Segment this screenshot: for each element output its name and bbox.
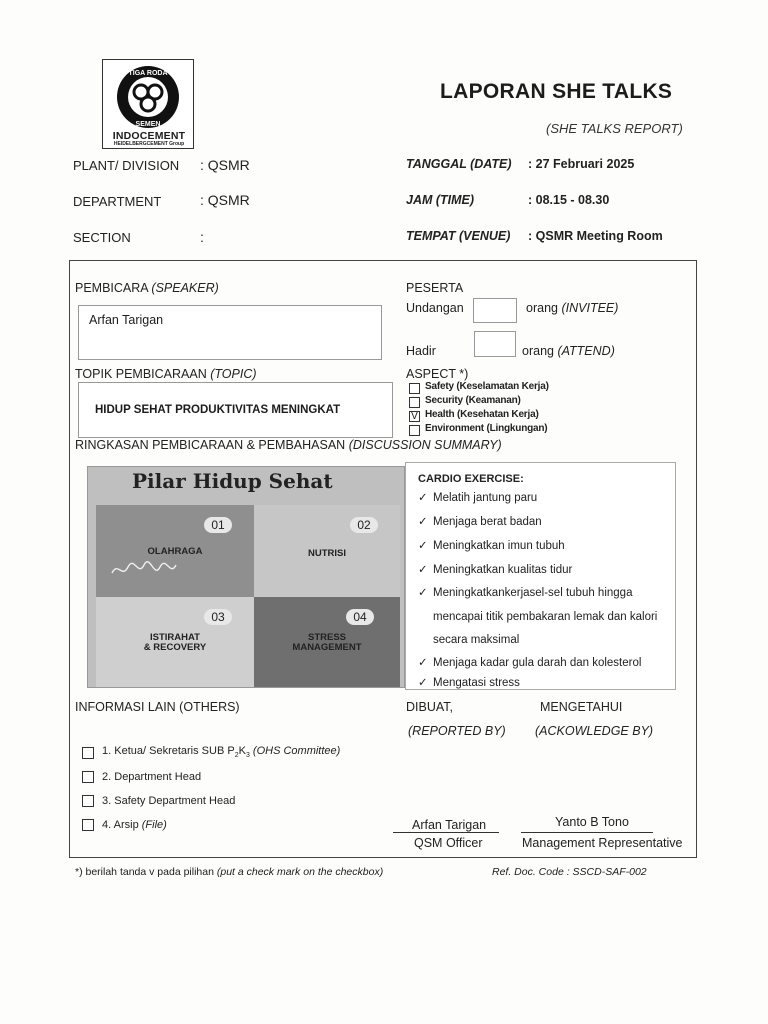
quadrant-label: NUTRISI (308, 548, 346, 559)
reference-code: Ref. Doc. Code : SSCD-SAF-002 (492, 866, 647, 878)
checkmark-icon: ✓ (418, 564, 428, 576)
cardio-item: ✓ Melatih jantung paru (418, 487, 673, 511)
department-value: : QSMR (200, 192, 250, 208)
venue-value: : QSMR Meeting Room (528, 229, 663, 243)
signature-line (393, 832, 499, 833)
topic-value: HIDUP SEHAT PRODUKTIVITAS MENINGKAT (95, 404, 341, 416)
runner-squiggle-icon (110, 557, 180, 581)
quadrant-number: 02 (350, 517, 378, 533)
quadrant-nutrisi (254, 505, 400, 597)
others-dept-head-label: 2. Department Head (102, 771, 202, 783)
summary-label: RINGKASAN PEMBICARAAN & PEMBAHASAN (DISCUSSION SUMMARY) (75, 438, 502, 452)
quadrant-number: 04 (346, 609, 374, 625)
cardio-item: ✓ Mengatasi stress (418, 674, 673, 690)
checkmark-icon: ✓ (418, 492, 428, 504)
quadrant-label: ISTIRAHAT & RECOVERY (143, 632, 207, 653)
others-safety-head-checkbox[interactable] (82, 795, 94, 807)
section-value: : (200, 229, 204, 245)
aspect-label: ASPECT *) (406, 367, 469, 381)
document-title: LAPORAN SHE TALKS (440, 80, 673, 103)
aspect-security-checkbox[interactable] (409, 397, 420, 408)
invited-count-field[interactable] (473, 298, 517, 323)
logo-emblem-icon (111, 64, 185, 130)
cardio-item: ✓ Meningkatkan imun tubuh (418, 535, 673, 559)
checkmark-icon: ✓ (418, 677, 428, 689)
speaker-label: PEMBICARA (SPEAKER) (75, 281, 219, 295)
aspect-environment-checkbox[interactable] (409, 425, 420, 436)
time-value: : 08.15 - 08.30 (528, 193, 610, 207)
cardio-exercise-box (405, 462, 676, 690)
date-value: : 27 Februari 2025 (528, 157, 635, 171)
aspect-security-label: Security (Keamanan) (425, 395, 521, 406)
checkmark-icon: ✓ (418, 657, 428, 669)
quadrant-number: 01 (204, 517, 232, 533)
aspect-safety-label: Safety (Keselamatan Kerja) (425, 381, 549, 392)
logo-subname: HEIDELBERGCEMENT Group (113, 141, 185, 147)
footer-note: *) berilah tanda v pada pilihan (put a check mark on the checkbox) (75, 866, 384, 878)
aspect-health-checkbox[interactable]: V (409, 411, 420, 422)
others-archive-checkbox[interactable] (82, 819, 94, 831)
quadrant-istirahat (96, 597, 254, 687)
acknowledge-label: MENGETAHUI (540, 700, 623, 714)
section-label: SECTION (73, 230, 131, 245)
acknowledge-en: (ACKOWLEDGE BY) (535, 724, 654, 738)
cardio-item: ✓ Meningkatkan kualitas tidur (418, 559, 673, 583)
cardio-item: ✓ Meningkatkankerjasel-sel tubuh hingga mencapai titik pembakaran lemak dan kalori secara maksimal (418, 582, 673, 653)
cardio-title: CARDIO EXERCISE: (418, 473, 524, 485)
speaker-field[interactable] (78, 305, 382, 360)
pilar-hidup-sehat-image (87, 466, 405, 688)
quadrant-label: OLAHRAGA (147, 546, 203, 557)
venue-label: TEMPAT (VENUE) (406, 229, 511, 243)
aspect-health-label: Health (Kesehatan Kerja) (425, 409, 539, 420)
date-label: TANGGAL (DATE) (406, 157, 512, 171)
attend-suffix: orang (ATTEND) (522, 344, 615, 358)
cardio-item: ✓ Menjaga kadar gula darah dan kolesterol (418, 652, 673, 676)
attend-count-field[interactable] (474, 331, 516, 357)
acknowledge-name: Yanto B Tono (555, 815, 629, 829)
aspect-environment-label: Environment (Lingkungan) (425, 423, 548, 434)
quadrant-olahraga (96, 505, 254, 597)
participants-label: PESERTA (406, 281, 464, 295)
others-safety-head-label: 3. Safety Department Head (102, 795, 236, 807)
attend-label: Hadir (406, 344, 436, 358)
reported-by-label: DIBUAT, (406, 700, 453, 714)
others-label: INFORMASI LAIN (OTHERS) (75, 700, 240, 714)
plant-value: : QSMR (200, 157, 250, 173)
quadrant-label: STRESS MANAGEMENT (292, 632, 362, 653)
reported-by-role: QSM Officer (414, 836, 483, 850)
logo-name: INDOCEMENT (112, 130, 186, 142)
speaker-value: Arfan Tarigan (89, 313, 164, 327)
department-label: DEPARTMENT (73, 194, 162, 209)
acknowledge-role: Management Representative (522, 836, 683, 850)
reported-by-name: Arfan Tarigan (412, 818, 487, 832)
cardio-item: ✓ Menjaga berat badan (418, 511, 673, 535)
pilar-title: Pilar Hidup Sehat (132, 469, 333, 493)
company-logo (102, 59, 194, 149)
reported-by-en: (REPORTED BY) (408, 724, 506, 738)
topic-field[interactable] (78, 382, 393, 438)
checkmark-icon: ✓ (418, 516, 428, 528)
others-archive-label: 4. Arsip (File) (102, 819, 167, 831)
signature-line (521, 832, 653, 833)
others-ohs-checkbox[interactable] (82, 747, 94, 759)
aspect-safety-checkbox[interactable] (409, 383, 420, 394)
checkmark-icon: ✓ (418, 587, 428, 599)
quadrant-number: 03 (204, 609, 232, 625)
others-dept-head-checkbox[interactable] (82, 771, 94, 783)
time-label: JAM (TIME) (406, 193, 475, 207)
invited-suffix: orang (INVITEE) (526, 301, 619, 315)
logo-bottom-text: SEMEN (135, 121, 161, 128)
quadrant-stress (254, 597, 400, 687)
checkmark-icon: ✓ (418, 540, 428, 552)
logo-arc-text: TIGA RODA (128, 70, 168, 77)
invited-label: Undangan (406, 301, 464, 315)
topic-label: TOPIK PEMBICARAAN (TOPIC) (75, 367, 257, 381)
plant-label: PLANT/ DIVISION (73, 158, 180, 173)
others-ohs-label: 1. Ketua/ Sekretaris SUB $P_2K_3$ (OHS Committee) (102, 745, 341, 760)
document-subtitle: (SHE TALKS REPORT) (546, 121, 683, 136)
